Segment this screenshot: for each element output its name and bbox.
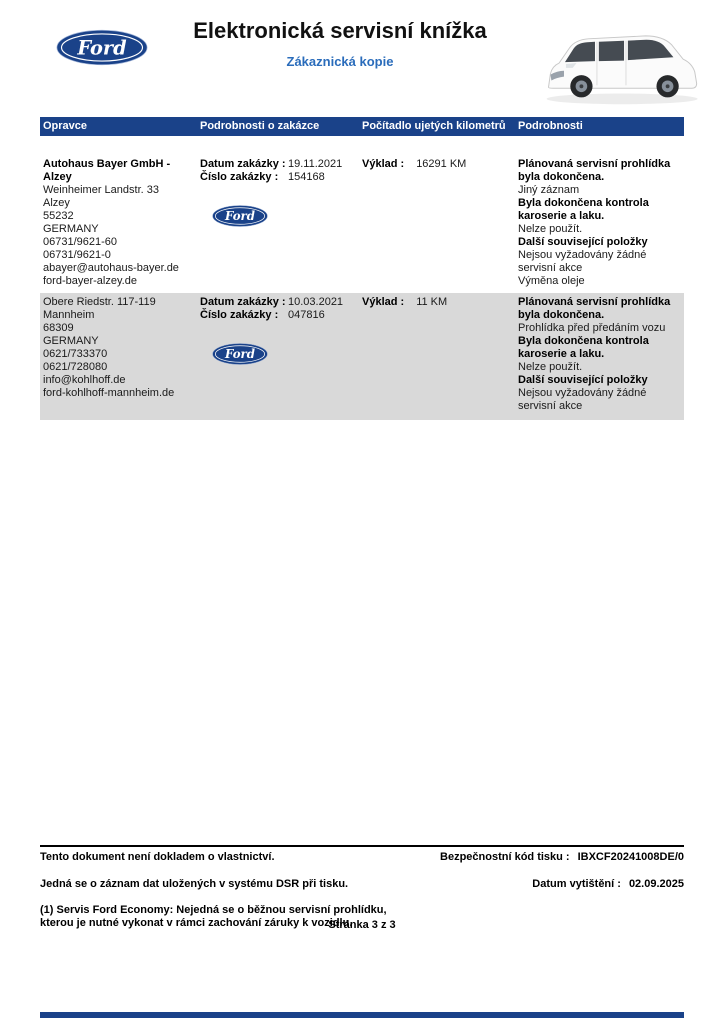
ford-logo-icon	[56, 29, 148, 66]
column-header-pocitadlo: Počítadlo ujetých kilometrů	[362, 120, 506, 132]
service-record	[40, 158, 684, 288]
odometer-column	[359, 296, 515, 413]
order-number-value: 047816	[288, 309, 325, 321]
detail-line: Další související položky	[518, 236, 648, 248]
address-line: 06731/9621-60	[43, 236, 118, 248]
address-line: GERMANY	[43, 335, 99, 347]
ford-logo-icon	[212, 343, 268, 365]
page-subtitle: Zákaznická kopie	[286, 54, 394, 69]
address-line: Weinheimer Landstr. 33	[43, 184, 159, 196]
address-line: Alzey	[43, 197, 70, 209]
security-code-label: Bezpečnostní kód tisku :	[440, 851, 570, 863]
address-line: info@kohlhoff.de	[43, 374, 126, 386]
detail-line: Nelze použít.	[518, 223, 583, 235]
odometer-value: 11 KM	[416, 296, 448, 308]
bottom-accent-bar	[40, 1012, 684, 1018]
address-line: GERMANY	[43, 223, 99, 235]
address-line: 0621/733370	[43, 348, 108, 360]
security-code-block	[440, 851, 684, 864]
odometer-label: Výklad :	[362, 296, 405, 308]
order-number-label: Číslo zakázky :	[200, 171, 279, 183]
security-code-value: IBXCF20241008DE/0	[577, 851, 684, 863]
detail-line: Byla dokončena kontrola karoserie a laku.	[518, 335, 649, 360]
vehicle-image	[533, 18, 717, 110]
address-line: abayer@autohaus-bayer.de	[43, 262, 179, 274]
column-header-opravce: Opravce	[43, 120, 88, 132]
ownership-note: Tento dokument není dokladem o vlastnictví.	[40, 851, 275, 863]
dealer-address	[43, 296, 197, 400]
dealer-column	[40, 158, 197, 288]
document-footer	[40, 845, 684, 930]
address-line: ford-bayer-alzey.de	[43, 275, 137, 287]
odometer-value: 16291 KM	[416, 158, 467, 170]
records	[40, 158, 684, 425]
order-number-label: Číslo zakázky :	[200, 309, 279, 321]
ford-logo-icon	[212, 205, 268, 227]
detail-line: Nejsou vyžadovány žádné servisní akce	[518, 387, 647, 412]
print-date-label: Datum vytištění :	[532, 878, 621, 890]
detail-line: Nejsou vyžadovány žádné servisní akce	[518, 249, 647, 274]
address-line: 06731/9621-0	[43, 249, 111, 261]
document-header	[150, 18, 530, 69]
record-details	[515, 296, 684, 413]
detail-line: Plánovaná servisní prohlídka byla dokončena.	[518, 158, 671, 183]
order-date-value: 10.03.2021	[288, 296, 344, 308]
page-number: Stránka 3 z 3	[328, 919, 396, 931]
detail-line: Další související položky	[518, 374, 648, 386]
detail-line: Výměna oleje	[518, 275, 585, 287]
odometer-label: Výklad :	[362, 158, 405, 170]
dealer-address	[43, 184, 197, 288]
economy-note-line2: kterou je nutné vykonat v rámci zachování záruky k vozidlu.	[40, 917, 353, 929]
detail-line: Plánovaná servisní prohlídka byla dokončena.	[518, 296, 671, 321]
address-line: Obere Riedstr. 117-119	[43, 296, 156, 308]
address-line: 68309	[43, 322, 74, 334]
order-date-value: 19.11.2021	[288, 158, 343, 170]
order-date-label: Datum zakázky :	[200, 158, 286, 170]
order-date-label: Datum zakázky :	[200, 296, 286, 308]
address-line: 0621/728080	[43, 361, 108, 373]
page-title: Elektronická servisní knížka	[193, 18, 487, 43]
record-details	[515, 158, 684, 288]
dsr-note: Jedná se o záznam dat uložených v systému DSR při tisku.	[40, 878, 349, 890]
odometer-column	[359, 158, 515, 288]
detail-line: Nelze použít.	[518, 361, 583, 373]
dealer-column	[40, 296, 197, 413]
address-line: Mannheim	[43, 309, 95, 321]
address-line: ford-kohlhoff-mannheim.de	[43, 387, 175, 399]
dealer-name: Autohaus Bayer GmbH - Alzey	[43, 158, 171, 183]
detail-line: Jiný záznam	[518, 184, 580, 196]
address-line: 55232	[43, 210, 74, 222]
column-header-podrobnosti: Podrobnosti	[518, 120, 583, 132]
economy-note-line1: (1) Servis Ford Economy: Nejedná se o běžnou servisní prohlídku,	[40, 904, 387, 916]
print-date-value: 02.09.2025	[628, 878, 684, 890]
print-date-block	[532, 878, 684, 891]
table-header	[40, 117, 684, 136]
service-record	[40, 293, 684, 420]
detail-line: Prohlídka před předáním vozu	[518, 322, 666, 334]
order-column	[197, 296, 359, 413]
detail-line: Byla dokončena kontrola karoserie a laku.	[518, 197, 649, 222]
order-column	[197, 158, 359, 288]
column-header-podrobnosti-o-zakazce: Podrobnosti o zakázce	[200, 120, 320, 132]
order-number-value: 154168	[288, 171, 325, 183]
